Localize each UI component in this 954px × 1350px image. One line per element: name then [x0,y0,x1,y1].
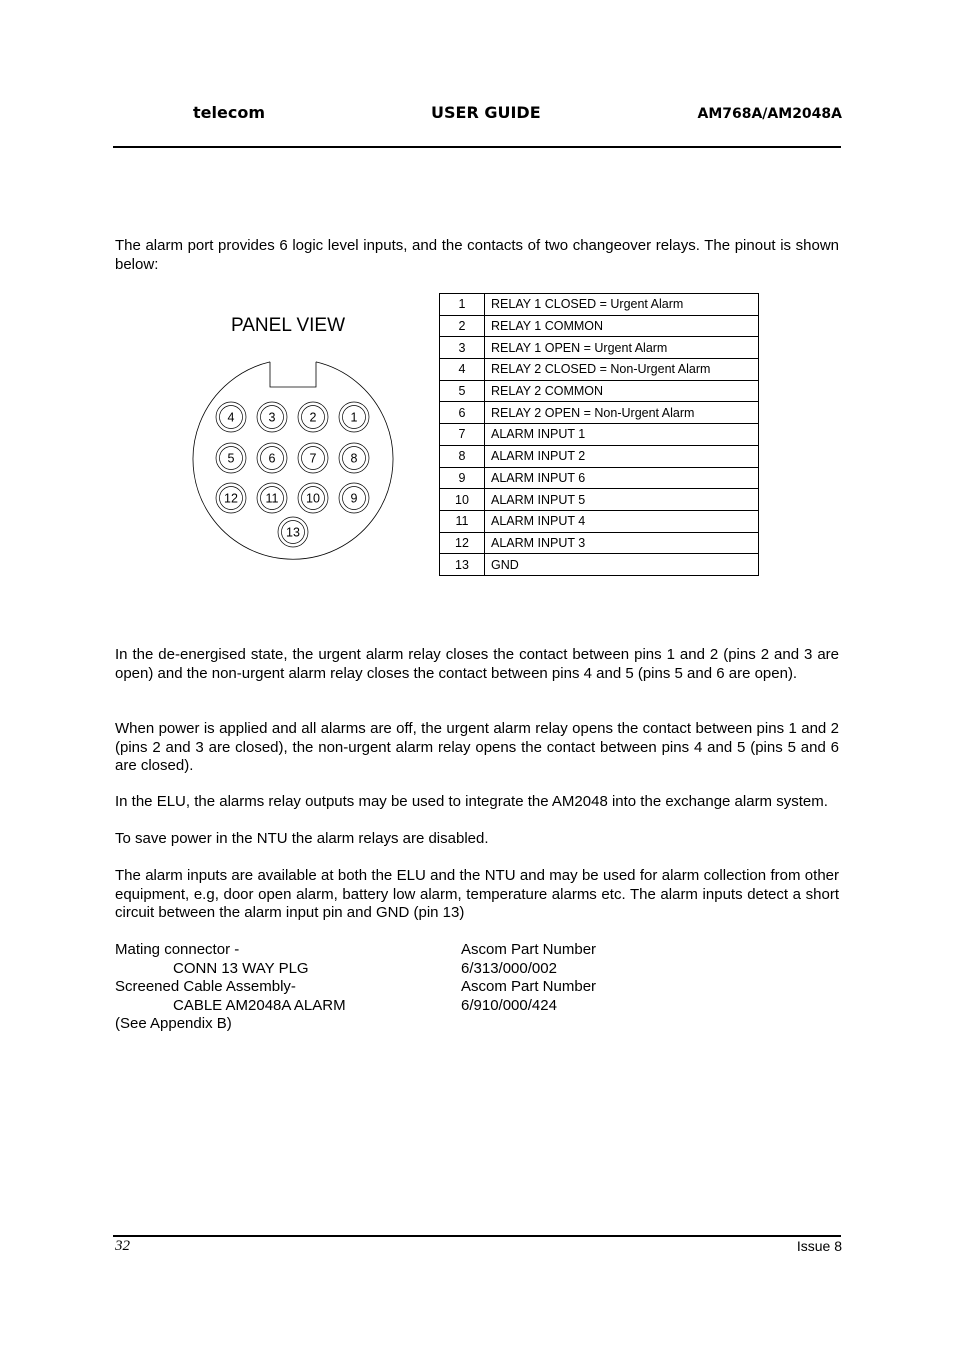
pinout-row [440,467,759,489]
pin-number: 7 [440,424,485,446]
pinout-table [439,293,759,576]
power-applied-paragraph: When power is applied and all alarms are off, the urgent alarm relay opens the contact between pins 1 and 2 (pins 2 and 3 are closed), the non-urgent alarm relay opens the contact between pins 4 and 5 (pins 5 and 6 are closed). [115,720,839,774]
connector-pin [339,443,369,473]
pinout-row [440,424,759,446]
cable-part-number: 6/910/000/424 [461,996,557,1014]
pin-description: RELAY 2 COMMON [485,380,759,402]
connector-pin [339,483,369,513]
appendix-reference: (See Appendix B) [115,1015,232,1032]
pin-description: RELAY 2 CLOSED = Non-Urgent Alarm [485,359,759,381]
pin-description: ALARM INPUT 4 [485,510,759,532]
pin-number: 4 [440,359,485,381]
pinout-row [440,402,759,424]
pin-number: 6 [440,402,485,424]
cable-assembly-name: CABLE AM2048A ALARM [173,996,346,1014]
pin-description: ALARM INPUT 5 [485,489,759,511]
header-title: USER GUIDE [431,103,541,122]
pin-number: 5 [440,380,485,402]
connector-pin [216,402,246,432]
connector-key-notch [270,362,316,387]
page-number: 32 [115,1238,130,1254]
connector-part-label: Ascom Part Number [461,941,597,958]
pin-label: 10 [306,491,320,506]
intro-paragraph: The alarm port provides 6 logic level inputs, and the contacts of two changeover relays. The pinout is shown below: [115,237,839,273]
pin-description: RELAY 1 COMMON [485,315,759,337]
pinout-row [440,445,759,467]
connector-pin [257,483,287,513]
mating-info-right [461,941,596,1015]
pinout-row [440,294,759,316]
connector-pin [298,402,328,432]
pin-description: ALARM INPUT 2 [485,445,759,467]
header-brand: telecom [193,103,265,122]
pin-description: ALARM INPUT 3 [485,532,759,554]
pinout-row [440,380,759,402]
pinout-row [440,337,759,359]
pinout-row [440,554,759,576]
pinout-row [440,510,759,532]
pin-label: 3 [268,410,276,425]
pin-description: RELAY 1 OPEN = Urgent Alarm [485,337,759,359]
pin-description: RELAY 2 OPEN = Non-Urgent Alarm [485,402,759,424]
pin-label: 9 [350,491,358,506]
alarm-inputs-paragraph: The alarm inputs are available at both the ELU and the NTU and may be used for alarm collection from other equipment, e.g, door open alarm, battery low alarm, temperature alarms etc. The alarm inputs detect a short circuit between the alarm input pin and GND (pin 13) [115,867,839,921]
pinout-row [440,315,759,337]
connector-part-number: 6/313/000/002 [461,959,557,977]
pin-label: 13 [286,525,300,540]
pin-number: 13 [440,554,485,576]
elu-paragraph: In the ELU, the alarms relay outputs may be used to integrate the AM2048 into the exchange alarm system. [115,793,828,810]
mating-connector-label: Mating connector - [115,941,240,958]
issue-label: Issue 8 [796,1238,842,1254]
connector-pin [298,483,328,513]
connector-pin [298,443,328,473]
deenergised-paragraph: In the de-energised state, the urgent alarm relay closes the contact between pins 1 and 2 (pins 2 and 3 are open) and the non-urgent alarm relay closes the contact between pins 4 and 5 (pins 5 and 6 are open). [115,646,839,682]
connector-pin [339,402,369,432]
pin-number: 1 [440,294,485,316]
connector-pin [278,517,308,547]
pin-label: 5 [227,451,235,466]
connector-pin [257,402,287,432]
mating-info-left [115,941,346,1034]
pin-label: 6 [268,451,276,466]
pin-number: 8 [440,445,485,467]
pin-description: RELAY 1 CLOSED = Urgent Alarm [485,294,759,316]
cable-assembly-label: Screened Cable Assembly- [115,978,296,995]
pinout-row [440,489,759,511]
pinout-row [440,359,759,381]
pin-description: ALARM INPUT 6 [485,467,759,489]
pin-number: 11 [440,510,485,532]
pin-label: 4 [227,410,235,425]
connector-pin [216,483,246,513]
pin-number: 10 [440,489,485,511]
pin-description: GND [485,554,759,576]
pin-number: 12 [440,532,485,554]
pin-number: 2 [440,315,485,337]
connector-pin [216,443,246,473]
panel-view-title: PANEL VIEW [231,315,346,336]
footer-rule [113,1235,841,1237]
pin-label: 1 [350,410,358,425]
header-rule [113,146,841,148]
pin-description: ALARM INPUT 1 [485,424,759,446]
pin-number: 3 [440,337,485,359]
pin-label: 11 [265,491,279,506]
pin-label: 2 [309,410,317,425]
mating-connector-name: CONN 13 WAY PLG [173,959,309,977]
pin-label: 12 [224,491,238,506]
cable-part-label: Ascom Part Number [461,978,597,995]
header-model: AM768A/AM2048A [697,106,842,122]
ntu-paragraph: To save power in the NTU the alarm relays are disabled. [115,830,489,847]
pinout-row [440,532,759,554]
pin-label: 8 [350,451,358,466]
alarm-connector-diagram [188,355,398,565]
connector-pin [257,443,287,473]
pin-number: 9 [440,467,485,489]
pin-label: 7 [309,451,317,466]
